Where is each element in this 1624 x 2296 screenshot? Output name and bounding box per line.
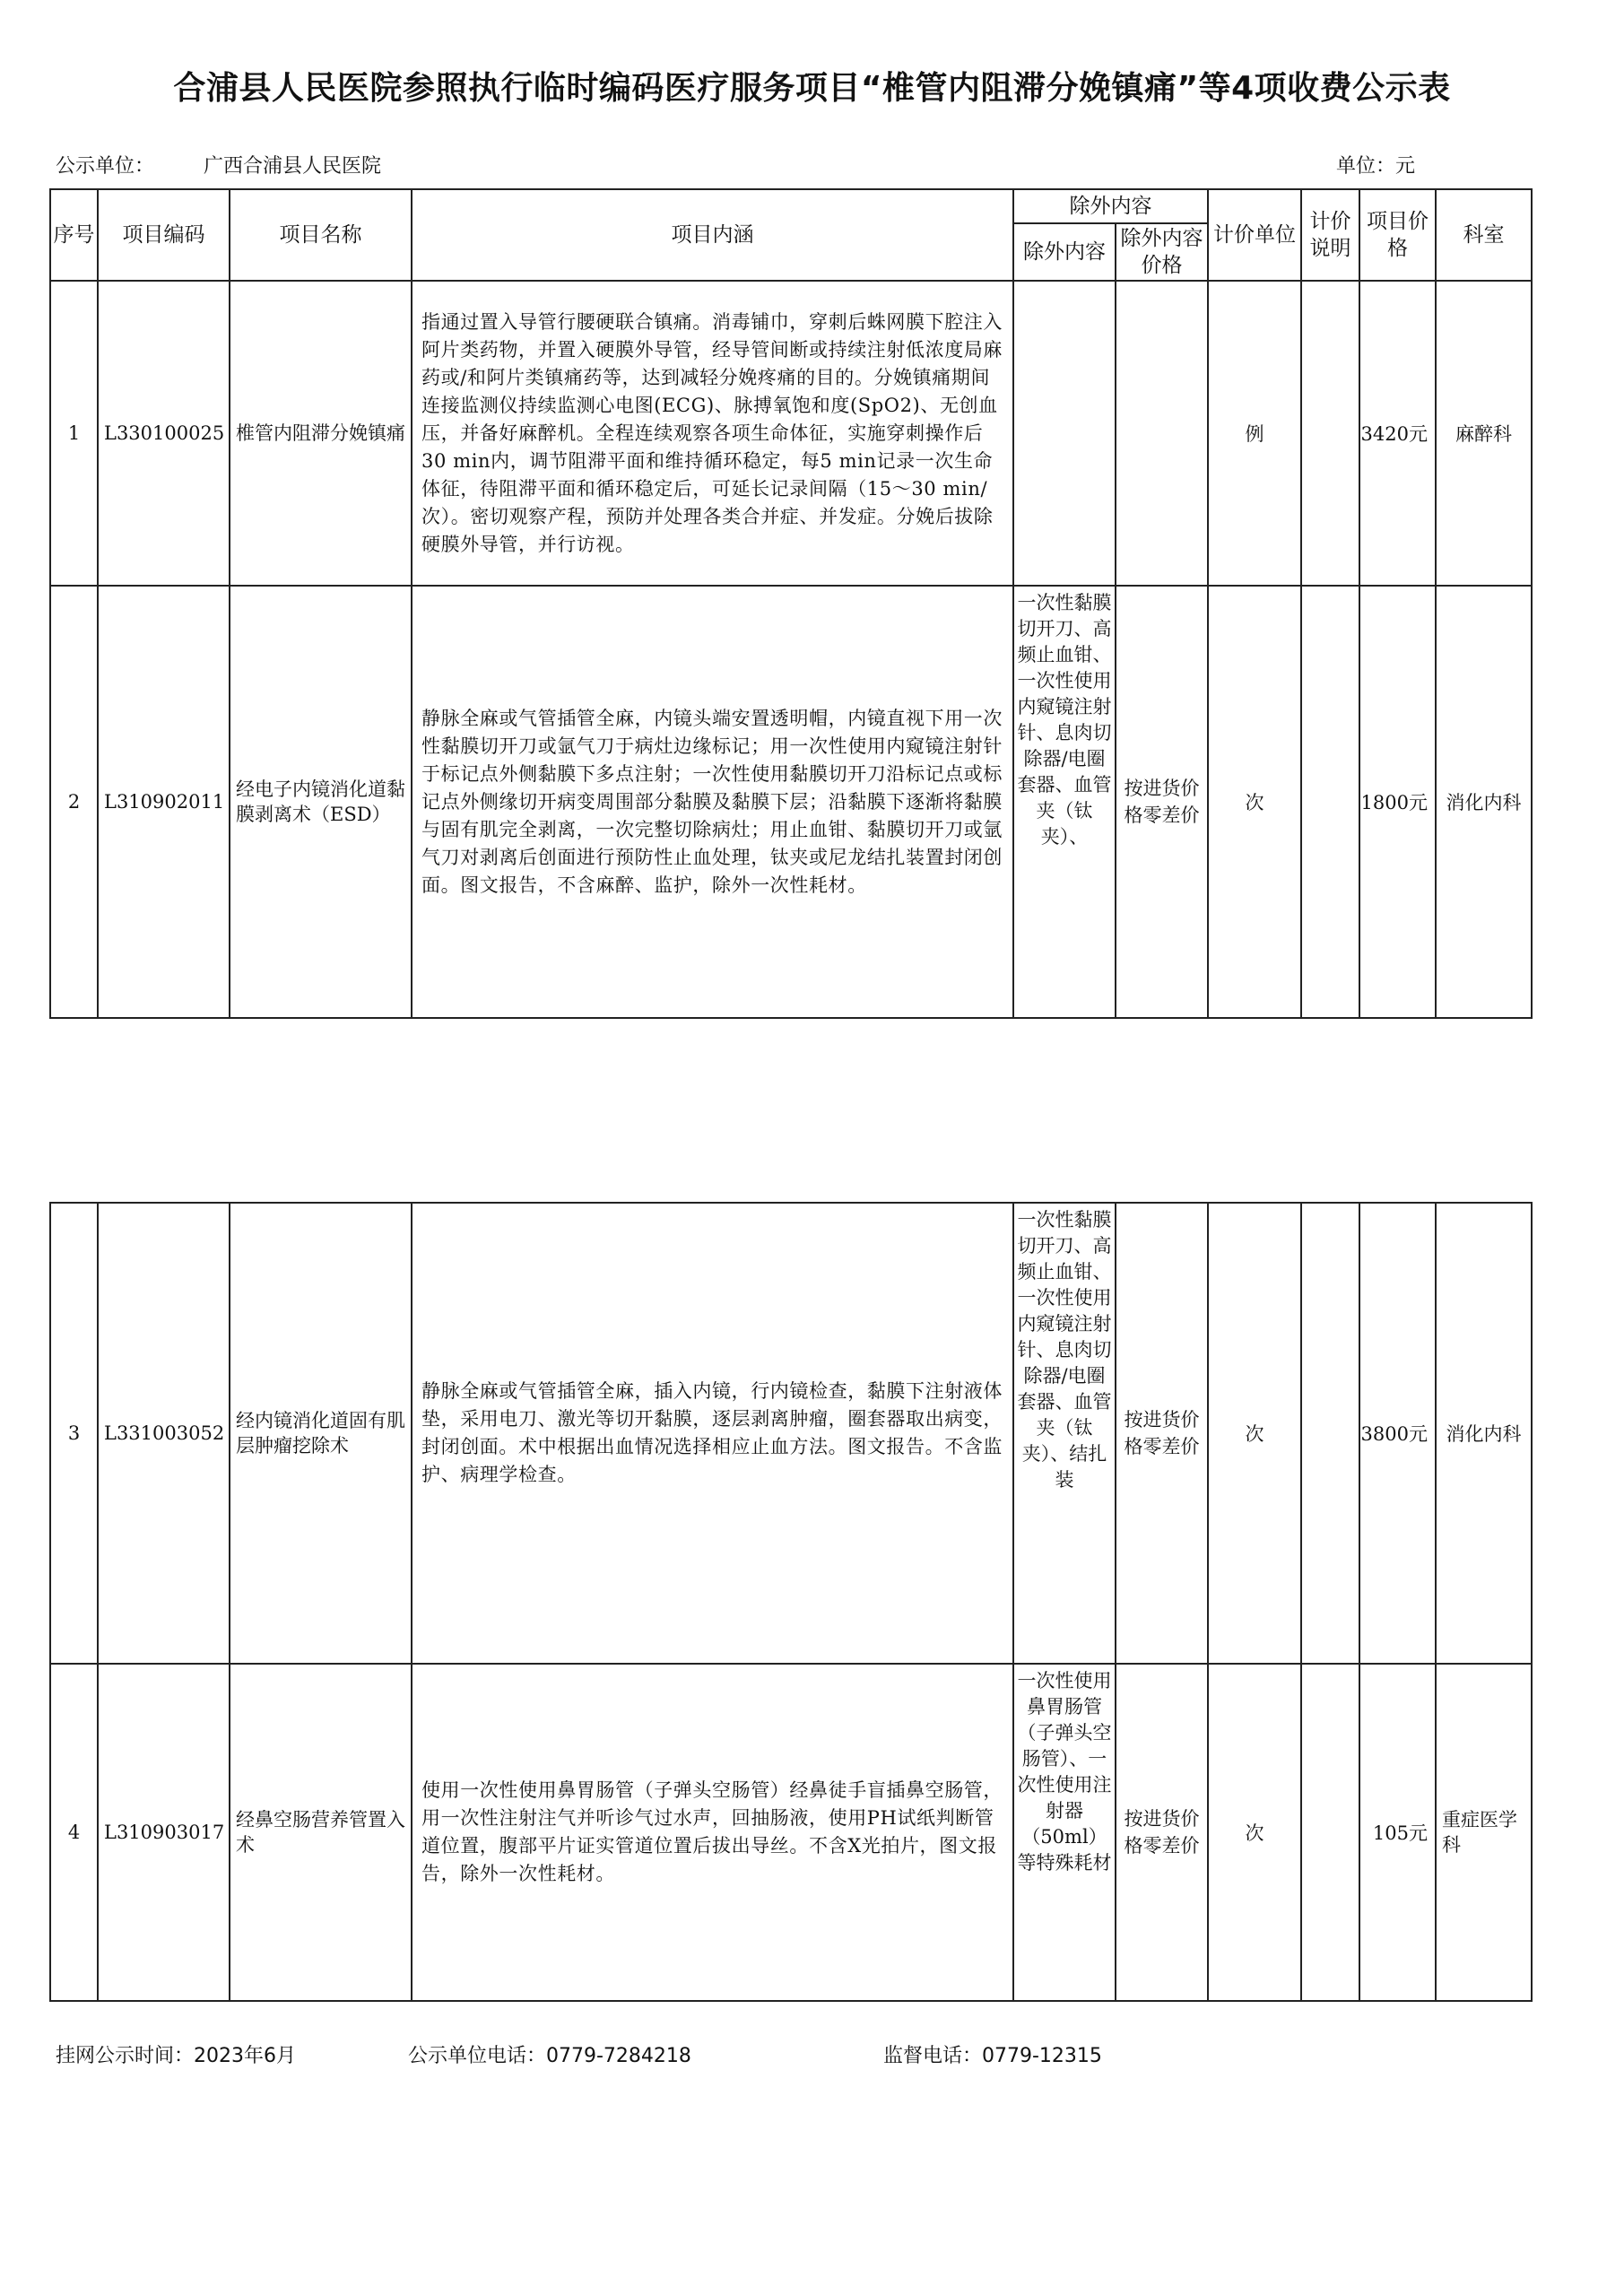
row-seq: 2 [50, 586, 98, 1018]
row-code: L310902011 [98, 586, 230, 1018]
row-excluded-price: 按进货价格零差价 [1116, 1664, 1208, 2001]
row-note [1301, 1664, 1359, 2001]
row-price: 105元 [1359, 1664, 1436, 2001]
header-content: 项目内涵 [412, 189, 1013, 281]
row-code: L331003052 [98, 1203, 230, 1664]
row-name: 经电子内镜消化道黏膜剥离术（ESD） [230, 586, 412, 1018]
row-unit: 次 [1208, 586, 1301, 1018]
row-seq: 1 [50, 281, 98, 586]
row-price: 3800元 [1359, 1203, 1436, 1664]
row-excluded-price [1116, 281, 1208, 586]
supervise-phone: 监督电话：0779-12315 [883, 2045, 1102, 2067]
header-code: 项目编码 [98, 189, 230, 281]
header-excluded-group: 除外内容 [1013, 189, 1208, 223]
row-note [1301, 281, 1359, 586]
row-note [1301, 586, 1359, 1018]
publisher-label: 公示单位： [56, 155, 155, 178]
row-content: 静脉全麻或气管插管全麻，插入内镜，行内镜检查，黏膜下注射液体垫，采用电刀、激光等切开黏膜，逐层剥离肿瘤，圈套器取出病变，封闭创面。术中根据出血情况选择相应止血方法。图文报告。不含监护、病理学检查。 [412, 1203, 1013, 1664]
page-title: 合浦县人民医院参照执行临时编码医疗服务项目“椎管内阻滞分娩镇痛”等4项收费公示表 [173, 70, 1451, 107]
currency-unit: 单位：元 [1336, 155, 1416, 178]
row-excluded-content [1013, 1664, 1116, 2001]
publisher-name: 广西合浦县人民医院 [204, 155, 382, 178]
row-dept: 重症医学科 [1436, 1664, 1532, 2001]
fee-table-part2 [49, 1202, 1533, 2002]
row-unit: 次 [1208, 1664, 1301, 2001]
header-row-1 [50, 189, 1532, 223]
header-name: 项目名称 [230, 189, 412, 281]
row-price: 3420元 [1359, 281, 1436, 586]
row-excluded-content [1013, 586, 1116, 1018]
header-note: 计价说明 [1301, 189, 1359, 281]
header-price: 项目价格 [1359, 189, 1436, 281]
row-price: 1800元 [1359, 586, 1436, 1018]
header-dept: 科室 [1436, 189, 1532, 281]
row-excluded-price: 按进货价格零差价 [1116, 1203, 1208, 1664]
row-dept: 消化内科 [1436, 586, 1532, 1018]
table-row [50, 1664, 1532, 2001]
excluded-content-text: 一次性黏膜切开刀、高频止血钳、一次性使用内窥镜注射针、息肉切除器/电圈套器、血管夹（钛夹）、 [1017, 592, 1112, 848]
header-unit: 计价单位 [1208, 189, 1301, 281]
row-content: 静脉全麻或气管插管全麻，内镜头端安置透明帽，内镜直视下用一次性黏膜切开刀或氩气刀于病灶边缘标记；用一次性使用内窥镜注射针于标记点外侧黏膜下多点注射；一次性使用黏膜切开刀沿标记点或标记点外侧缘切开病变周围部分黏膜及黏膜下层；沿黏膜下逐渐将黏膜与固有肌完全剥离，一次完整切除病灶；用止血钳、黏膜切开刀或氩气刀对剥离后创面进行预防性止血处理，钛夹或尼龙结扎装置封闭创面。图文报告，不含麻醉、监护，除外一次性耗材。 [412, 586, 1013, 1018]
row-content: 使用一次性使用鼻胃肠管（子弹头空肠管）经鼻徒手盲插鼻空肠管，用一次性注射注气并听诊气过水声，回抽肠液，使用PH试纸判断管道位置，腹部平片证实管道位置后拔出导丝。不含X光拍片，图文报告，除外一次性耗材。 [412, 1664, 1013, 2001]
row-content: 指通过置入导管行腰硬联合镇痛。消毒铺巾，穿刺后蛛网膜下腔注入阿片类药物，并置入硬膜外导管，经导管间断或持续注射低浓度局麻药或/和阿片类镇痛药等，达到减轻分娩疼痛的目的。分娩镇痛期间连接监测仪持续监测心电图(ECG)、脉搏氧饱和度(SpO2)、无创血压，并备好麻醉机。全程连续观察各项生命体征，实施穿刺操作后30 min内，调节阻滞平面和维持循环稳定，每5 min记录一次生命体征，待阻滞平面和循环稳定后，可延长记录间隔（15～30 min/次）。密切观察产程，预防并处理各类合并症、并发症。分娩后拔除硬膜外导管，并行访视。 [412, 281, 1013, 586]
table-row [50, 281, 1532, 586]
table-row [50, 1203, 1532, 1664]
row-dept: 麻醉科 [1436, 281, 1532, 586]
table-row [50, 586, 1532, 1018]
fee-table-part1 [49, 188, 1533, 1019]
row-name: 椎管内阻滞分娩镇痛 [230, 281, 412, 586]
row-name: 经内镜消化道固有肌层肿瘤挖除术 [230, 1203, 412, 1664]
row-unit: 次 [1208, 1203, 1301, 1664]
unit-phone: 公示单位电话：0779-7284218 [408, 2045, 691, 2067]
header-seq: 序号 [50, 189, 98, 281]
header-excluded-price: 除外内容价格 [1116, 223, 1208, 281]
row-excluded-content [1013, 281, 1116, 586]
excluded-content-text: 一次性黏膜切开刀、高频止血钳、一次性使用内窥镜注射针、息肉切除器/电圈套器、血管夹（钛夹）、结扎装 [1017, 1209, 1112, 1491]
header-excluded-content: 除外内容 [1013, 223, 1116, 281]
row-code: L330100025 [98, 281, 230, 586]
row-name: 经鼻空肠营养管置入术 [230, 1664, 412, 2001]
row-unit: 例 [1208, 281, 1301, 586]
publisher-line [56, 151, 381, 178]
row-seq: 3 [50, 1203, 98, 1664]
row-excluded-price: 按进货价格零差价 [1116, 586, 1208, 1018]
publish-time: 挂网公示时间：2023年6月 [56, 2045, 296, 2067]
row-seq: 4 [50, 1664, 98, 2001]
excluded-content-text: 一次性使用鼻胃肠管（子弹头空肠管）、一次性使用注射器（50ml）等特殊耗材 [1017, 1670, 1112, 1874]
row-code: L310903017 [98, 1664, 230, 2001]
row-excluded-content [1013, 1203, 1116, 1664]
row-dept: 消化内科 [1436, 1203, 1532, 1664]
row-note [1301, 1203, 1359, 1664]
